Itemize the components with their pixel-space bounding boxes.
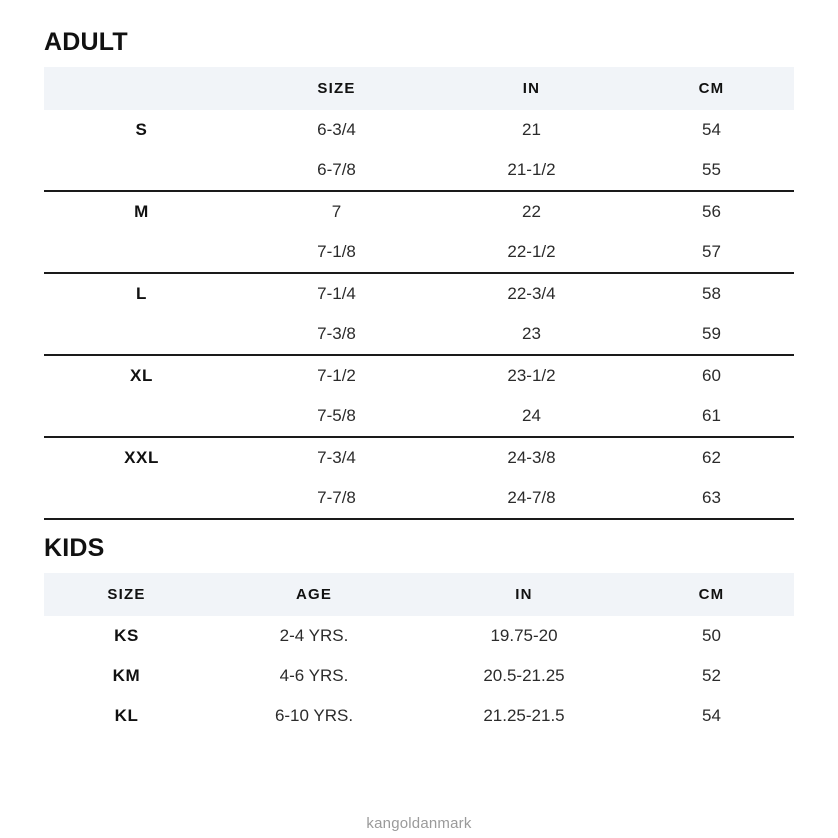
adult-header-blank bbox=[44, 67, 239, 110]
adult-header-size: SIZE bbox=[317, 80, 356, 97]
adult-size-label: S bbox=[135, 120, 148, 139]
adult-size-label bbox=[44, 478, 239, 519]
table-row bbox=[44, 232, 794, 273]
kids-age-value: 2-4 YRS. bbox=[279, 626, 349, 645]
kids-cm-value: 52 bbox=[702, 666, 721, 685]
adult-size-value: 7-3/8 bbox=[239, 314, 434, 355]
table-row bbox=[44, 273, 794, 314]
table-row bbox=[44, 355, 794, 396]
table-row bbox=[44, 314, 794, 355]
adult-in-value: 24-3/8 bbox=[507, 448, 556, 467]
kids-in-value: 19.75-20 bbox=[490, 626, 558, 645]
table-header-row bbox=[44, 573, 794, 616]
adult-cm-value: 59 bbox=[629, 314, 794, 355]
adult-size-label: XL bbox=[130, 366, 153, 385]
adult-cm-value: 55 bbox=[629, 150, 794, 191]
kids-cm-value: 50 bbox=[702, 626, 721, 645]
adult-cm-value: 58 bbox=[702, 284, 721, 303]
adult-size-table bbox=[44, 67, 794, 520]
adult-cm-value: 54 bbox=[702, 120, 721, 139]
adult-table-header bbox=[44, 67, 794, 110]
table-row bbox=[44, 110, 794, 150]
adult-in-value: 23 bbox=[434, 314, 629, 355]
table-row bbox=[44, 656, 794, 696]
kids-size-label: KM bbox=[112, 666, 141, 685]
adult-cm-value: 63 bbox=[629, 478, 794, 519]
adult-size-value: 7-1/8 bbox=[239, 232, 434, 273]
adult-size-value: 7-3/4 bbox=[317, 448, 356, 467]
table-row bbox=[44, 696, 794, 736]
adult-header-in: IN bbox=[522, 80, 541, 97]
adult-in-value: 22-3/4 bbox=[507, 284, 556, 303]
adult-header-cm: CM bbox=[698, 80, 725, 97]
kids-size-table bbox=[44, 573, 794, 736]
adult-size-value: 7 bbox=[331, 202, 342, 221]
adult-size-label bbox=[44, 396, 239, 437]
adult-size-value: 7-7/8 bbox=[239, 478, 434, 519]
kids-age-value: 6-10 YRS. bbox=[274, 706, 354, 725]
table-row bbox=[44, 150, 794, 191]
kids-in-value: 21.25-21.5 bbox=[483, 706, 565, 725]
table-row bbox=[44, 396, 794, 437]
adult-size-value: 7-5/8 bbox=[239, 396, 434, 437]
adult-in-value: 21 bbox=[522, 120, 541, 139]
kids-size-label: KL bbox=[114, 706, 139, 725]
adult-in-value: 24 bbox=[434, 396, 629, 437]
adult-in-value: 22 bbox=[522, 202, 541, 221]
watermark: kangoldanmark bbox=[366, 815, 472, 832]
table-header-row bbox=[44, 67, 794, 110]
kids-header-in: IN bbox=[515, 586, 533, 603]
adult-section-title: ADULT bbox=[44, 28, 128, 56]
adult-cm-value: 56 bbox=[702, 202, 721, 221]
adult-cm-value: 60 bbox=[702, 366, 721, 385]
table-row bbox=[44, 191, 794, 232]
adult-size-label: L bbox=[136, 284, 147, 303]
adult-size-value: 7-1/2 bbox=[317, 366, 356, 385]
adult-size-label bbox=[44, 314, 239, 355]
adult-in-value: 22-1/2 bbox=[434, 232, 629, 273]
adult-in-value: 24-7/8 bbox=[434, 478, 629, 519]
adult-size-label bbox=[44, 150, 239, 191]
kids-size-label: KS bbox=[114, 626, 139, 645]
adult-cm-value: 61 bbox=[629, 396, 794, 437]
table-row bbox=[44, 437, 794, 478]
table-row bbox=[44, 478, 794, 519]
kids-section-title: KIDS bbox=[44, 534, 105, 562]
kids-table-header bbox=[44, 573, 794, 616]
adult-size-label: M bbox=[134, 202, 149, 221]
adult-size-value: 7-1/4 bbox=[317, 284, 356, 303]
kids-header-size: SIZE bbox=[107, 586, 146, 603]
adult-table-body bbox=[44, 110, 794, 519]
adult-cm-value: 57 bbox=[629, 232, 794, 273]
kids-cm-value: 54 bbox=[702, 706, 721, 725]
adult-size-label bbox=[44, 232, 239, 273]
kids-age-value: 4-6 YRS. bbox=[279, 666, 349, 685]
kids-in-value: 20.5-21.25 bbox=[483, 666, 565, 685]
adult-in-value: 21-1/2 bbox=[434, 150, 629, 191]
adult-size-value: 6-3/4 bbox=[317, 120, 356, 139]
adult-cm-value: 62 bbox=[702, 448, 721, 467]
adult-size-value: 6-7/8 bbox=[239, 150, 434, 191]
kids-table-body bbox=[44, 616, 794, 736]
adult-in-value: 23-1/2 bbox=[507, 366, 556, 385]
kids-header-cm: CM bbox=[698, 586, 725, 603]
adult-size-label: XXL bbox=[124, 448, 159, 467]
table-row bbox=[44, 616, 794, 656]
kids-header-age: AGE bbox=[295, 586, 333, 603]
